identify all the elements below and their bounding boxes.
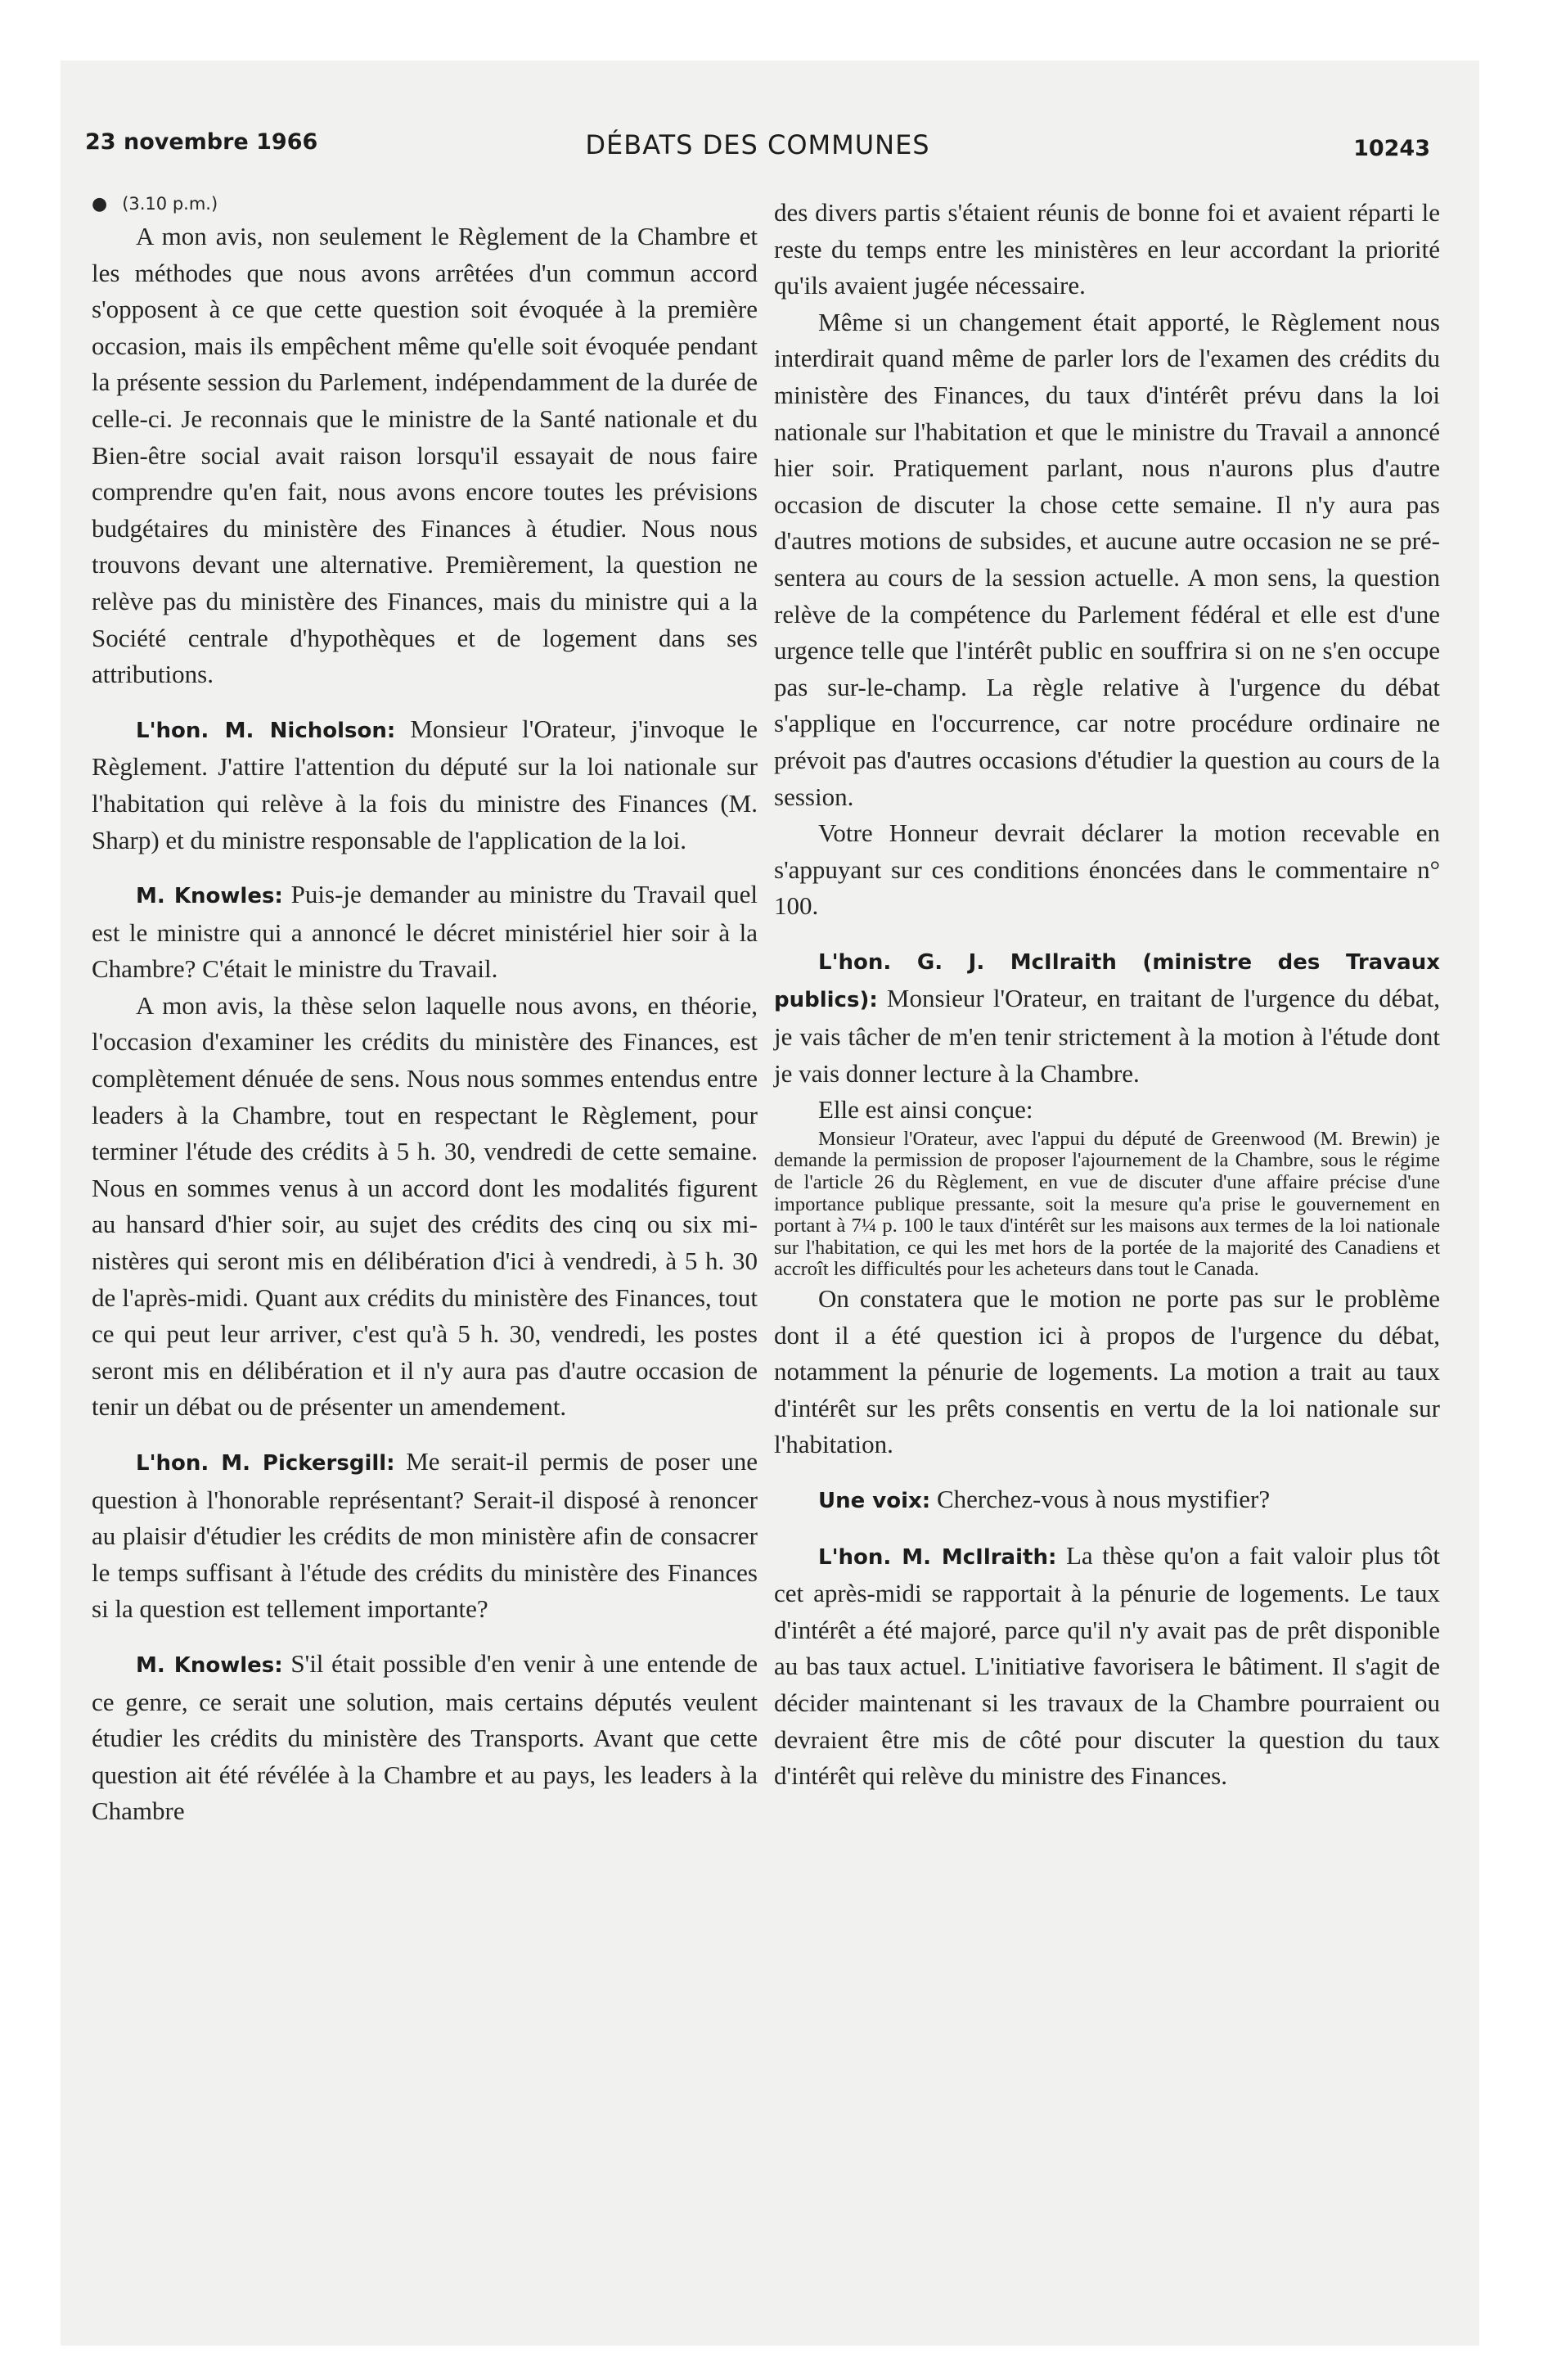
motion-quote: Monsieur l'Orateur, avec l'appui du député de Greenwood (M. Brewin) je demande la permission de proposer l'ajournement de la Chambre, sous le régime de l'article 26 du Règlement, en vue de discuter d'une affaire précise d'une importance publique pressante, soit la mesure qu'a prise le gouvernement en portant à 7¼ p. 100 le taux d'intérêt sur les maisons aux termes de la loi nationale sur l'habitation, ce qui les met hors de la portée de la majorité des Canadiens et accroît les difficultés pour les acheteurs dans tout le Canada. (774, 1127, 1440, 1281)
speech-text: Monsieur l'Orateur, j'invoque le Règlement. J'attire l'attention du député sur la loi nationale sur l'habitation qui relève à la fois du ministre des Finances (M. Sharp) et du ministre responsable de l'application de la loi. (92, 714, 758, 854)
paragraph: des divers partis s'étaient réunis de bonne foi et avaient réparti le reste du temps entre les ministères en leur accordant la priorité qu'ils avaient jugée nécessaire. (774, 198, 1440, 300)
time-marker (92, 190, 758, 219)
paragraph: Votre Honneur devrait déclarer la motion recevable en s'appuyant sur ces conditions énoncées dans le commentaire n° 100. (774, 818, 1440, 921)
speaker-name: L'hon. G. J. McIlraith (ministre des Travaux publics): (774, 949, 1440, 1013)
header-title: DÉBATS DES COMMUNES (585, 129, 930, 160)
speech-mcilraith (774, 1538, 1440, 1795)
speech-text: Cherchez-vous à nous mystifier? (930, 1484, 1271, 1513)
speech-pickersgill (92, 1444, 758, 1628)
speech-mcilraith (774, 943, 1440, 1092)
speaker-name: L'hon. M. Nicholson: (136, 718, 396, 743)
speech-nicholson (92, 711, 758, 859)
speaker-name: M. Knowles: (136, 1652, 283, 1678)
speech-voix (774, 1481, 1440, 1520)
header-page-number: 10243 (1353, 136, 1430, 161)
speech-text: Puis-je demander au ministre du Travail quel est le ministre qui a annoncé le décret ministériel hier soir à la Chambre? C'était le ministre du Travail. (92, 880, 758, 984)
right-column (774, 195, 1440, 1795)
speech-knowles (92, 877, 758, 988)
bullet-icon: ● (92, 194, 108, 214)
paragraph: A mon avis, non seulement le Règlement de la Chambre et les méthodes que nous avons arrêtées d'un commun accord s'opposent à ce que cette question soit évoquée à la première occasion, mais ils empêchent même qu'elle soit évoquée pendant la présente session du Parlement, indépendamment de la durée de celle-ci. Je reconnais que le ministre de la Santé nationale et du Bien-être social avait raison lorsqu'il essayait de nous faire comprendre qu'en fait, nous avons encore toutes les prévisions budgétaires du ministère des Finances à étudier. Nous nous trouvons devant une alternative. Premièrement, la question ne relève pas du ministère des Finances, mais du ministre qui a la Société centrale d'hypothèques et de logement dans ses attributions. (92, 222, 758, 689)
speech-text: S'il était possible d'en venir à une entende de ce genre, ce serait une solution, mais certains députés veulent étudier les crédits du ministère des Transports. Avant que cette question ait été révélée à la Chambre et au pays, les leaders à la Chambre (92, 1648, 758, 1826)
speech-text: Monsieur l'Orateur, en traitant de l'urgence du débat, je vais tâcher de m'en tenir strictement à la motion à l'étude dont je vais donner lecture à la Chambre. (774, 984, 1440, 1088)
speaker-name: L'hon. M. McIlraith: (818, 1544, 1057, 1570)
speech-knowles (92, 1646, 758, 1830)
speaker-name: Une voix: (818, 1488, 931, 1513)
paragraph: A mon avis, la thèse selon laquelle nous avons, en théorie, l'occasion d'examiner les crédits du ministère des Finances, est complètement dénuée de sens. Nous nous sommes entendus entre leaders à la Chambre, tout en respectant le Règlement, pour terminer l'étude des crédits à 5 h. 30, vendredi de cette semaine. Nous en sommes venus à un accord dont les modalités figurent au hansard d'hier soir, au sujet des crédits des cinq ou six ministères qui seront mis en délibération d'ici à vendredi, à 5 h. 30 de l'après-midi. Quant aux crédits du ministère des Finances, tout ce qui peut leur arriver, c'est qu'à 5 h. 30, vendredi, les postes seront mis en délibération et il n'y aura pas d'autre occasion de tenir un débat ou de présenter un amendement. (92, 990, 758, 1422)
speaker-name: M. Knowles: (136, 884, 283, 909)
header-date: 23 novembre 1966 (85, 129, 318, 155)
left-column (92, 190, 758, 1830)
speech-text: La thèse qu'on a fait valoir plus tôt cet après-midi se rapportait à la pénurie de logements. Le taux d'intérêt a été majoré, parce qu'il n'y avait pas de prêt disponible au bas taux actuel. L'initiative favorisera le bâtiment. Il s'agit de décider maintenant si les travaux de la Chambre pourraient ou devraient être mis de côté pour discuter la question du taux d'intérêt qui relève du ministre des Finances. (774, 1540, 1440, 1791)
paragraph: Elle est ainsi conçue: (818, 1095, 1033, 1125)
time-marker-text: (3.10 p.m.) (122, 194, 218, 214)
speaker-name: L'hon. M. Pickersgill: (136, 1451, 395, 1476)
paragraph: Même si un changement était apporté, le Règlement nous interdirait quand même de parler lors de l'examen des crédits du ministère des Finances, du taux d'intérêt prévu dans la loi nationale sur l'habitation et que le ministre du Travail a annoncé hier soir. Pratiquement parlant, nous n'aurons plus d'autre occasion de discuter la chose cette semaine. Il n'y aura pas d'autres motions de subsides, et aucune autre occasion ne se présentera au cours de la session actuelle. A mon sens, la question relève de la compétence du Parlement fédéral et elle est d'une urgence telle que l'intérêt public en souffrira si on ne s'en occupe pas sur-le-champ. La règle relative à l'urgence du débat s'applique en l'occurrence, car notre procédure ordinaire ne prévoit pas d'autres occasions d'étudier la question au cours de la session. (774, 307, 1440, 811)
paragraph: On constatera que le motion ne porte pas sur le problème dont il a été question ici à propos de l'urgence du débat, notamment la pénurie de logements. La motion a trait au taux d'intérêt sur les prêts consentis en vertu de la loi nationale sur l'habitation. (774, 1284, 1440, 1459)
page-header (85, 129, 1430, 170)
speech-text: Me serait-il permis de poser une question à l'honorable représentant? Serait-il disposé à renoncer au plaisir d'étudier les crédits de mon ministère afin de consacrer le temps suffisant à l'étude des crédits du ministère des Finances si la question est tellement importante? (92, 1447, 758, 1624)
